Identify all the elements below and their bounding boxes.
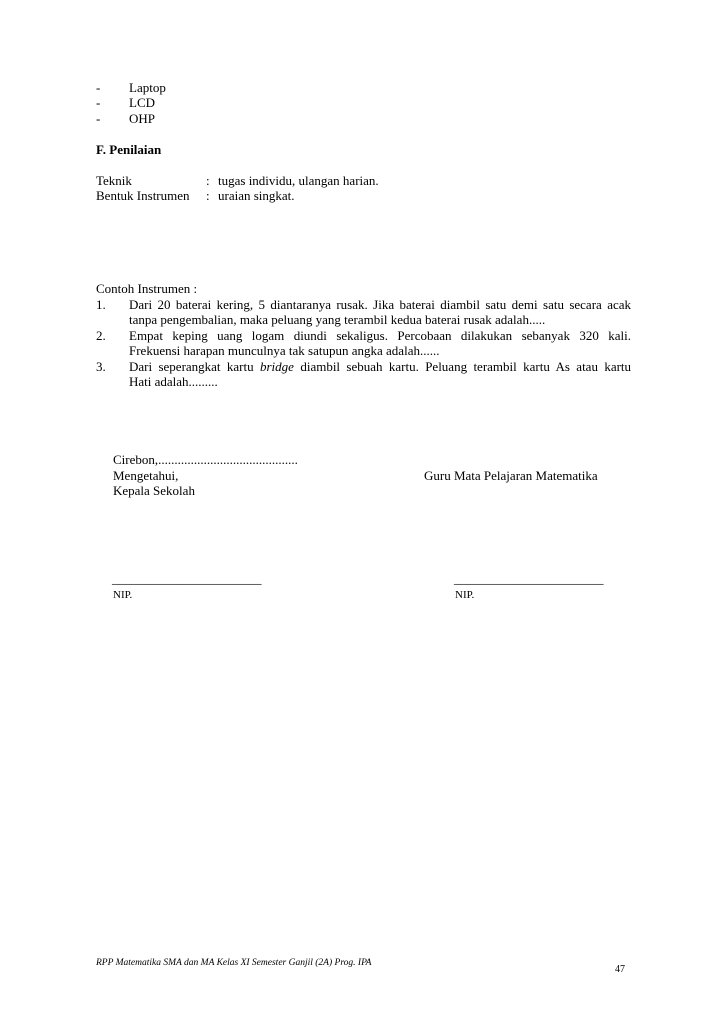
bullet-dash: -	[96, 95, 101, 110]
assessment-label-technique: Teknik	[96, 173, 132, 188]
question-3-text-after: diambil sebuah kartu. Peluang terambil kartu As atau kartu	[300, 359, 632, 374]
teacher-title: Guru Mata Pelajaran Matematika	[424, 468, 598, 483]
assessment-colon: :	[206, 173, 210, 188]
question-1-line-2: tanpa pengembalian, maka peluang yang terambil kedua baterai rusak adalah.....	[129, 312, 546, 327]
instrument-heading: Contoh Instrumen :	[96, 281, 198, 296]
page-number: 47	[615, 964, 625, 975]
bullet-dash: -	[96, 80, 101, 95]
question-3-italic-term: bridge	[260, 359, 294, 374]
equipment-item-lcd: LCD	[129, 95, 155, 110]
question-3-line-2: Hati adalah.........	[129, 374, 218, 389]
equipment-item-laptop: Laptop	[129, 80, 166, 95]
assessment-colon: :	[206, 188, 210, 203]
left-signature-line: _______________________	[112, 571, 262, 586]
question-number: 3.	[96, 359, 106, 374]
place-date: Cirebon,...........................................	[113, 452, 298, 467]
acknowledged-label: Mengetahui,	[113, 468, 179, 483]
bullet-dash: -	[96, 111, 101, 126]
right-signature-line: _______________________	[454, 571, 604, 586]
question-number: 2.	[96, 328, 106, 343]
right-nip-label: NIP.	[455, 589, 475, 601]
assessment-value-technique: tugas individu, ulangan harian.	[218, 173, 379, 188]
question-2-line-2: Frekuensi harapan munculnya tak satupun angka adalah......	[129, 343, 440, 358]
principal-title: Kepala Sekolah	[113, 483, 195, 498]
question-1-line-1: Dari 20 baterai kering, 5 diantaranya rusak. Jika baterai diambil satu demi satu secara acak	[129, 297, 631, 312]
left-nip-label: NIP.	[113, 589, 133, 601]
footer-text: RPP Matematika SMA dan MA Kelas XI Semester Ganjil (2A) Prog. IPA	[96, 958, 372, 968]
question-3-line-1	[129, 359, 631, 374]
question-2-line-1: Empat keping uang logam diundi sekaligus. Percobaan dilakukan sebanyak 320 kali.	[129, 328, 631, 343]
assessment-heading: F. Penilaian	[96, 142, 162, 157]
question-number: 1.	[96, 297, 106, 312]
assessment-label-instrument-form: Bentuk Instrumen	[96, 188, 190, 203]
question-3-text-before: Dari seperangkat kartu	[129, 359, 254, 374]
equipment-item-ohp: OHP	[129, 111, 156, 126]
assessment-value-instrument-form: uraian singkat.	[218, 188, 295, 203]
